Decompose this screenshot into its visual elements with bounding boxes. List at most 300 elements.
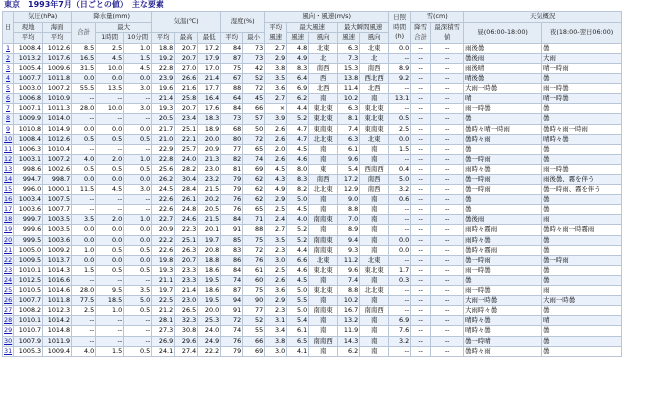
cell-day-link[interactable]: 26 <box>4 296 13 305</box>
cell-day-link[interactable]: 12 <box>4 154 13 163</box>
cell-day-link[interactable]: 18 <box>4 215 13 224</box>
cell-precip-1h: 0.0 <box>96 225 124 235</box>
cell-humidity-avg: 87 <box>221 286 243 296</box>
cell-pressure-sea: 1017.6 <box>43 53 72 63</box>
header-snow: 雪(cm) <box>411 12 464 23</box>
cell-day-weather: 曇一時雨 <box>464 175 542 185</box>
cell-wind-gust-dir: 北 <box>360 53 389 63</box>
cell-precip-total: 11.5 <box>72 185 96 195</box>
cell-pressure-station: 1005.3 <box>14 346 43 356</box>
cell-pressure-station: 1007.1 <box>14 104 43 114</box>
cell-day-weather: 曇時々雨 <box>464 134 542 144</box>
cell-snow-depth: -- <box>431 185 464 195</box>
table-row <box>3 306 622 316</box>
cell-snowfall: -- <box>411 53 431 63</box>
table-row <box>3 175 622 185</box>
cell-wind-avg: 2.3 <box>265 245 287 255</box>
cell-day-link[interactable]: 25 <box>4 286 13 295</box>
cell-wind-gust-dir: 南 <box>360 225 389 235</box>
cell-day-weather: 雨一時曇 <box>464 104 542 114</box>
cell-wind-avg: 3.4 <box>265 326 287 336</box>
cell-precip-total: -- <box>72 326 96 336</box>
cell-wind-max-speed: 4.0 <box>287 215 309 225</box>
cell-wind-avg: 2.4 <box>265 215 287 225</box>
cell-precip-10m: 0.5 <box>124 306 152 316</box>
table-row <box>3 63 622 73</box>
cell-temp-min: 20.1 <box>198 225 221 235</box>
cell-wind-gust-speed: 6.1 <box>338 144 360 154</box>
cell-day-weather: 晴 <box>464 94 542 104</box>
cell-temp-max: 20.7 <box>175 53 198 63</box>
cell-day-weather: 曇時々霧雨 <box>464 245 542 255</box>
cell-day-weather: 雨時々曇 <box>464 235 542 245</box>
table-row <box>3 326 622 336</box>
cell-wind-gust-speed: 7.3 <box>338 53 360 63</box>
cell-wind-avg: 3.0 <box>265 255 287 265</box>
cell-precip-total: -- <box>72 316 96 326</box>
cell-precip-total: 0.0 <box>72 235 96 245</box>
cell-humidity-min: 88 <box>243 225 265 235</box>
cell-temp-min: 25.3 <box>198 316 221 326</box>
cell-sunshine: 0.3 <box>389 275 411 285</box>
cell-wind-max-speed: 8.3 <box>287 63 309 73</box>
cell-humidity-avg: 80 <box>221 134 243 144</box>
cell-wind-gust-speed: 8.8 <box>338 205 360 215</box>
cell-humidity-avg: 94 <box>221 296 243 306</box>
cell-temp-max: 25.1 <box>175 235 198 245</box>
cell-snowfall: -- <box>411 215 431 225</box>
cell-humidity-min: 52 <box>243 74 265 84</box>
cell-wind-gust-dir: 西南西 <box>360 164 389 174</box>
cell-precip-1h: 0.5 <box>96 164 124 174</box>
cell-wind-max-dir: 南 <box>309 316 338 326</box>
cell-snowfall: -- <box>411 185 431 195</box>
header-weather: 天気概況 <box>464 12 622 23</box>
cell-wind-max-speed: 5.2 <box>287 225 309 235</box>
header-wind-max: 最大風速 <box>287 22 338 33</box>
cell-wind-gust-dir: 南 <box>360 326 389 336</box>
cell-precip-1h: 0.0 <box>96 255 124 265</box>
cell-snowfall: -- <box>411 225 431 235</box>
table-row <box>3 134 622 144</box>
cell-wind-max-dir: 北 <box>309 53 338 63</box>
cell-pressure-sea: 1016.6 <box>43 275 72 285</box>
cell-day-link[interactable]: 6 <box>3 94 14 104</box>
header-night-weather: 夜(18:00-翌日06:00) <box>542 22 622 43</box>
cell-humidity-avg: 75 <box>221 63 243 73</box>
cell-temp-max: 20.7 <box>175 255 198 265</box>
cell-snowfall: -- <box>411 286 431 296</box>
cell-precip-10m: -- <box>124 326 152 336</box>
cell-day-link[interactable]: 27 <box>4 306 13 315</box>
cell-pressure-sea: 1014.2 <box>43 316 72 326</box>
cell-precip-total: -- <box>72 205 96 215</box>
header-precip-1h: 1時間 <box>96 33 124 44</box>
cell-humidity-avg: 72 <box>221 316 243 326</box>
cell-day-link[interactable]: 8 <box>3 114 14 124</box>
cell-snow-depth: -- <box>431 144 464 154</box>
cell-snow-depth: -- <box>431 255 464 265</box>
cell-humidity-avg: 68 <box>221 124 243 134</box>
cell-pressure-station: 999.6 <box>14 225 43 235</box>
cell-night-weather: 曇 <box>542 306 622 316</box>
cell-snowfall: -- <box>411 114 431 124</box>
table-row <box>3 255 622 265</box>
cell-wind-gust-speed: 7.4 <box>338 124 360 134</box>
cell-snowfall: -- <box>411 235 431 245</box>
cell-sunshine: 5.0 <box>389 175 411 185</box>
cell-temp-avg: 27.3 <box>152 326 175 336</box>
cell-day-link[interactable]: 31 <box>4 346 13 355</box>
cell-humidity-min: 62 <box>243 185 265 195</box>
cell-day-weather: 大雨一時曇 <box>464 84 542 94</box>
cell-wind-gust-dir: 南 <box>360 336 389 346</box>
cell-precip-1h: 0.5 <box>96 265 124 275</box>
cell-humidity-avg: 84 <box>221 104 243 114</box>
cell-temp-max: 20.7 <box>175 104 198 114</box>
cell-night-weather: 曇 <box>542 346 622 356</box>
cell-precip-10m: -- <box>124 275 152 285</box>
cell-temp-avg: 26.9 <box>152 336 175 346</box>
cell-wind-avg: 2.6 <box>265 124 287 134</box>
cell-precip-1h: 4.5 <box>96 185 124 195</box>
cell-temp-min: 20.5 <box>198 205 221 215</box>
cell-humidity-min: 61 <box>243 265 265 275</box>
cell-precip-total: 55.5 <box>72 84 96 94</box>
page-title: 東京 1993年7月（日ごとの値） 主な要素 <box>4 0 164 9</box>
cell-snowfall: -- <box>411 296 431 306</box>
cell-wind-avg: 3.6 <box>265 84 287 94</box>
cell-temp-avg: 21.7 <box>152 124 175 134</box>
cell-wind-gust-dir: 南 <box>360 195 389 205</box>
cell-temp-min: 18.6 <box>198 265 221 275</box>
cell-day-link[interactable]: 29 <box>4 326 13 335</box>
cell-night-weather: 曇 <box>542 205 622 215</box>
cell-day-link[interactable]: 17 <box>4 205 13 214</box>
cell-pressure-sea: 1007.5 <box>43 195 72 205</box>
cell-temp-min: 18.8 <box>198 255 221 265</box>
cell-precip-total: 3.5 <box>72 215 96 225</box>
header-temp: 気温(℃) <box>152 12 221 33</box>
cell-pressure-sea: 1011.3 <box>43 104 72 114</box>
cell-snowfall: -- <box>411 175 431 185</box>
cell-temp-min: 23.0 <box>198 164 221 174</box>
header-wind-gust-dir: 風向 <box>360 33 389 44</box>
cell-snow-depth: -- <box>431 225 464 235</box>
cell-day-link[interactable]: 20 <box>4 235 13 244</box>
cell-temp-max: 27.0 <box>175 63 198 73</box>
cell-snowfall: -- <box>411 154 431 164</box>
cell-wind-avg: 3.1 <box>265 316 287 326</box>
cell-humidity-avg: 79 <box>221 346 243 356</box>
cell-snowfall: -- <box>411 164 431 174</box>
cell-wind-max-dir: 北西 <box>309 84 338 94</box>
table-row <box>3 296 622 306</box>
cell-pressure-station: 1008.4 <box>14 43 43 53</box>
cell-wind-max-speed: 4.6 <box>287 154 309 164</box>
table-row <box>3 43 622 53</box>
cell-wind-avg: 3.8 <box>265 336 287 346</box>
cell-precip-1h: 2.0 <box>96 154 124 164</box>
cell-sunshine: -- <box>389 296 411 306</box>
cell-pressure-sea: 1014.9 <box>43 124 72 134</box>
cell-pressure-station: 994.7 <box>14 175 43 185</box>
cell-temp-min: 20.9 <box>198 144 221 154</box>
cell-precip-10m: 1.0 <box>124 43 152 53</box>
cell-pressure-station: 1010.5 <box>14 286 43 296</box>
cell-precip-total: 31.5 <box>72 63 96 73</box>
cell-temp-max: 28.4 <box>175 185 198 195</box>
cell-humidity-avg: 79 <box>221 175 243 185</box>
cell-sunshine: 0.0 <box>389 245 411 255</box>
cell-wind-gust-speed: 13.2 <box>338 316 360 326</box>
cell-wind-avg: 2.0 <box>265 144 287 154</box>
cell-precip-1h: 10.0 <box>96 104 124 114</box>
cell-precip-10m: 4.5 <box>124 63 152 73</box>
cell-wind-max-dir: 北北東 <box>309 134 338 144</box>
cell-day-weather: 雨時々曇 <box>464 164 542 174</box>
cell-precip-total: -- <box>72 114 96 124</box>
cell-snow-depth: -- <box>431 265 464 275</box>
cell-precip-1h: 4.5 <box>96 53 124 63</box>
cell-snow-depth: -- <box>431 164 464 174</box>
cell-snowfall: -- <box>411 326 431 336</box>
cell-wind-gust-dir: 東北東 <box>360 114 389 124</box>
cell-day-link[interactable]: 30 <box>4 336 13 345</box>
header-pressure-sea: 海面 <box>43 22 72 33</box>
cell-humidity-avg: 91 <box>221 225 243 235</box>
cell-sunshine: -- <box>389 205 411 215</box>
cell-humidity-avg: 67 <box>221 74 243 84</box>
cell-wind-avg: 3.9 <box>265 114 287 124</box>
cell-day-link[interactable]: 1 <box>3 43 14 53</box>
header-sunshine: 日照時間(h) <box>389 12 411 44</box>
cell-precip-total: 28.0 <box>72 104 96 114</box>
cell-wind-gust-dir: 南 <box>360 235 389 245</box>
cell-humidity-min: 66 <box>243 336 265 346</box>
cell-wind-max-dir: 東 <box>309 164 338 174</box>
cell-wind-max-speed: 5.2 <box>287 235 309 245</box>
cell-wind-gust-speed: 7.4 <box>338 275 360 285</box>
cell-pressure-station: 1007.7 <box>14 74 43 84</box>
cell-day-link[interactable]: 24 <box>4 275 13 284</box>
cell-wind-max-speed: 4.7 <box>287 134 309 144</box>
cell-humidity-avg: 84 <box>221 215 243 225</box>
cell-temp-max: 24.8 <box>175 205 198 215</box>
cell-wind-avg: 3.8 <box>265 63 287 73</box>
cell-day-link[interactable]: 16 <box>4 195 13 204</box>
cell-temp-max: 22.1 <box>175 134 198 144</box>
cell-pressure-station: 999.5 <box>14 235 43 245</box>
cell-humidity-min: 74 <box>243 154 265 164</box>
cell-temp-avg: 22.7 <box>152 215 175 225</box>
cell-snow-depth: -- <box>431 134 464 144</box>
cell-night-weather: 晴一時曇 <box>542 94 622 104</box>
cell-snowfall: -- <box>411 124 431 134</box>
cell-wind-gust-dir: 南 <box>360 144 389 154</box>
cell-precip-1h: 2.5 <box>96 43 124 53</box>
cell-snowfall: -- <box>411 316 431 326</box>
cell-precip-10m: 0.0 <box>124 225 152 235</box>
cell-wind-avg: 2.7 <box>265 43 287 53</box>
cell-day-link[interactable]: 28 <box>4 316 13 325</box>
cell-humidity-min: 72 <box>243 134 265 144</box>
cell-temp-avg: 18.8 <box>152 43 175 53</box>
cell-day-link[interactable]: 5 <box>3 84 14 94</box>
cell-day-link[interactable]: 14 <box>4 175 13 183</box>
cell-wind-gust-speed: 16.7 <box>338 306 360 316</box>
cell-snow-depth: -- <box>431 43 464 53</box>
cell-humidity-min: 57 <box>243 114 265 124</box>
cell-temp-min: 17.7 <box>198 84 221 94</box>
cell-humidity-avg: 82 <box>221 154 243 164</box>
cell-day-link[interactable]: 2 <box>3 53 14 63</box>
cell-temp-avg: 21.4 <box>152 94 175 104</box>
cell-day-link[interactable]: 15 <box>4 185 13 194</box>
cell-humidity-avg: 91 <box>221 306 243 316</box>
cell-pressure-sea: 1010.4 <box>43 144 72 154</box>
cell-precip-total: 4.0 <box>72 346 96 356</box>
cell-sunshine: 0.6 <box>389 195 411 205</box>
cell-sunshine: 8.9 <box>389 63 411 73</box>
cell-night-weather: 曇時々雨一時霧雨 <box>542 225 622 235</box>
cell-snow-depth: -- <box>431 175 464 185</box>
header-wind-max-dir: 風向 <box>309 33 338 44</box>
cell-wind-gust-speed: 11.9 <box>338 326 360 336</box>
cell-temp-avg: 22.6 <box>152 245 175 255</box>
cell-wind-max-speed: 8.2 <box>287 185 309 195</box>
cell-sunshine: -- <box>389 104 411 114</box>
cell-day-link[interactable]: 13 <box>4 164 13 173</box>
cell-wind-max-dir: 南南東 <box>309 306 338 316</box>
cell-humidity-min: 76 <box>243 255 265 265</box>
cell-day-link[interactable]: 9 <box>3 124 14 134</box>
cell-humidity-min: 72 <box>243 245 265 255</box>
cell-wind-avg: 3.5 <box>265 235 287 245</box>
cell-humidity-avg: 83 <box>221 245 243 255</box>
cell-wind-gust-dir: 南 <box>360 346 389 356</box>
header-pressure: 気圧(hPa) <box>14 12 72 23</box>
cell-wind-gust-speed: 8.1 <box>338 114 360 124</box>
cell-night-weather: 曇 <box>542 74 622 84</box>
cell-temp-min: 17.9 <box>198 53 221 63</box>
cell-wind-gust-speed: 11.4 <box>338 84 360 94</box>
cell-humidity-avg: 77 <box>221 144 243 154</box>
cell-precip-1h: 1.5 <box>96 346 124 356</box>
cell-precip-1h: -- <box>96 114 124 124</box>
cell-day-link[interactable]: 3 <box>3 63 14 73</box>
cell-humidity-avg: 76 <box>221 195 243 205</box>
cell-day-link[interactable]: 22 <box>4 255 13 264</box>
cell-humidity-min: 62 <box>243 195 265 205</box>
cell-precip-total: 1.0 <box>72 245 96 255</box>
header-temp-min: 最低 <box>198 33 221 44</box>
cell-wind-max-speed: 8.0 <box>287 164 309 174</box>
cell-precip-1h: 9.5 <box>96 286 124 296</box>
cell-snowfall: -- <box>411 74 431 84</box>
cell-snow-depth: -- <box>431 215 464 225</box>
cell-day-link[interactable]: 4 <box>3 74 14 84</box>
cell-day-weather: 曇時々晴一時雨 <box>464 124 542 134</box>
cell-wind-max-speed: 4.6 <box>287 265 309 275</box>
header-precip-10m: 10分間 <box>124 33 152 44</box>
cell-temp-avg: 22.8 <box>152 154 175 164</box>
cell-precip-1h: -- <box>96 275 124 285</box>
header-precip-max: 最大 <box>96 22 152 33</box>
cell-temp-avg: 22.6 <box>152 205 175 215</box>
cell-temp-min: 18.9 <box>198 124 221 134</box>
cell-night-weather: 曇 <box>542 114 622 124</box>
cell-precip-10m: -- <box>124 316 152 326</box>
cell-day-link[interactable]: 10 <box>4 134 13 143</box>
cell-precip-10m: 3.0 <box>124 185 152 195</box>
cell-pressure-sea: 1012.6 <box>43 43 72 53</box>
cell-snow-depth: -- <box>431 205 464 215</box>
table-row <box>3 205 622 215</box>
cell-day-weather: 曇一時雨 <box>464 154 542 164</box>
cell-wind-max-dir: 南 <box>309 346 338 356</box>
cell-wind-avg: 2.6 <box>265 134 287 144</box>
cell-night-weather: 曇 <box>542 265 622 275</box>
cell-temp-min: 24.9 <box>198 336 221 346</box>
cell-wind-gust-speed: 9.6 <box>338 265 360 275</box>
cell-humidity-min: 65 <box>243 144 265 154</box>
cell-temp-min: 21.3 <box>198 154 221 164</box>
cell-wind-avg: 2.7 <box>265 225 287 235</box>
cell-temp-avg: 24.1 <box>152 346 175 356</box>
cell-day-link[interactable]: 23 <box>4 265 13 274</box>
cell-wind-max-dir: 南 <box>309 326 338 336</box>
cell-precip-10m: 3.0 <box>124 84 152 94</box>
cell-sunshine: -- <box>389 215 411 225</box>
cell-day-link[interactable]: 11 <box>4 144 13 153</box>
cell-wind-max-dir: 南 <box>309 275 338 285</box>
cell-day-weather: 雨一時曇 <box>464 286 542 296</box>
cell-day-link[interactable]: 7 <box>3 104 14 114</box>
cell-wind-max-dir: 西 <box>309 74 338 84</box>
cell-humidity-avg: 64 <box>221 94 243 104</box>
cell-precip-10m: 0.0 <box>124 74 152 84</box>
cell-snowfall: -- <box>411 275 431 285</box>
cell-day-link[interactable]: 19 <box>4 225 13 234</box>
cell-wind-gust-dir: 南西 <box>360 175 389 185</box>
cell-snowfall: -- <box>411 84 431 94</box>
cell-wind-gust-speed: 12.9 <box>338 185 360 195</box>
cell-wind-avg: 2.9 <box>265 195 287 205</box>
cell-humidity-min: 73 <box>243 43 265 53</box>
cell-sunshine: -- <box>389 84 411 94</box>
cell-snowfall: -- <box>411 245 431 255</box>
cell-precip-total: 1.5 <box>72 265 96 275</box>
header-pressure-sea-avg: 平均 <box>43 33 72 44</box>
cell-sunshine: 1.7 <box>389 265 411 275</box>
cell-snow-depth: -- <box>431 53 464 63</box>
cell-snowfall: -- <box>411 195 431 205</box>
cell-precip-total: 77.5 <box>72 296 96 306</box>
cell-wind-max-dir: 南 <box>309 154 338 164</box>
cell-wind-gust-speed: 13.8 <box>338 74 360 84</box>
cell-wind-avg: 2.9 <box>265 53 287 63</box>
cell-wind-gust-dir: 西北西 <box>360 74 389 84</box>
cell-day-link[interactable]: 21 <box>4 245 13 254</box>
cell-pressure-station: 1007.9 <box>14 336 43 346</box>
cell-wind-max-speed: 4.9 <box>287 53 309 63</box>
cell-precip-1h: -- <box>96 94 124 104</box>
cell-wind-gust-dir: 南 <box>360 275 389 285</box>
cell-pressure-sea: 1014.8 <box>43 326 72 336</box>
cell-night-weather: 大雨一時曇 <box>542 296 622 306</box>
cell-temp-avg: 21.2 <box>152 306 175 316</box>
